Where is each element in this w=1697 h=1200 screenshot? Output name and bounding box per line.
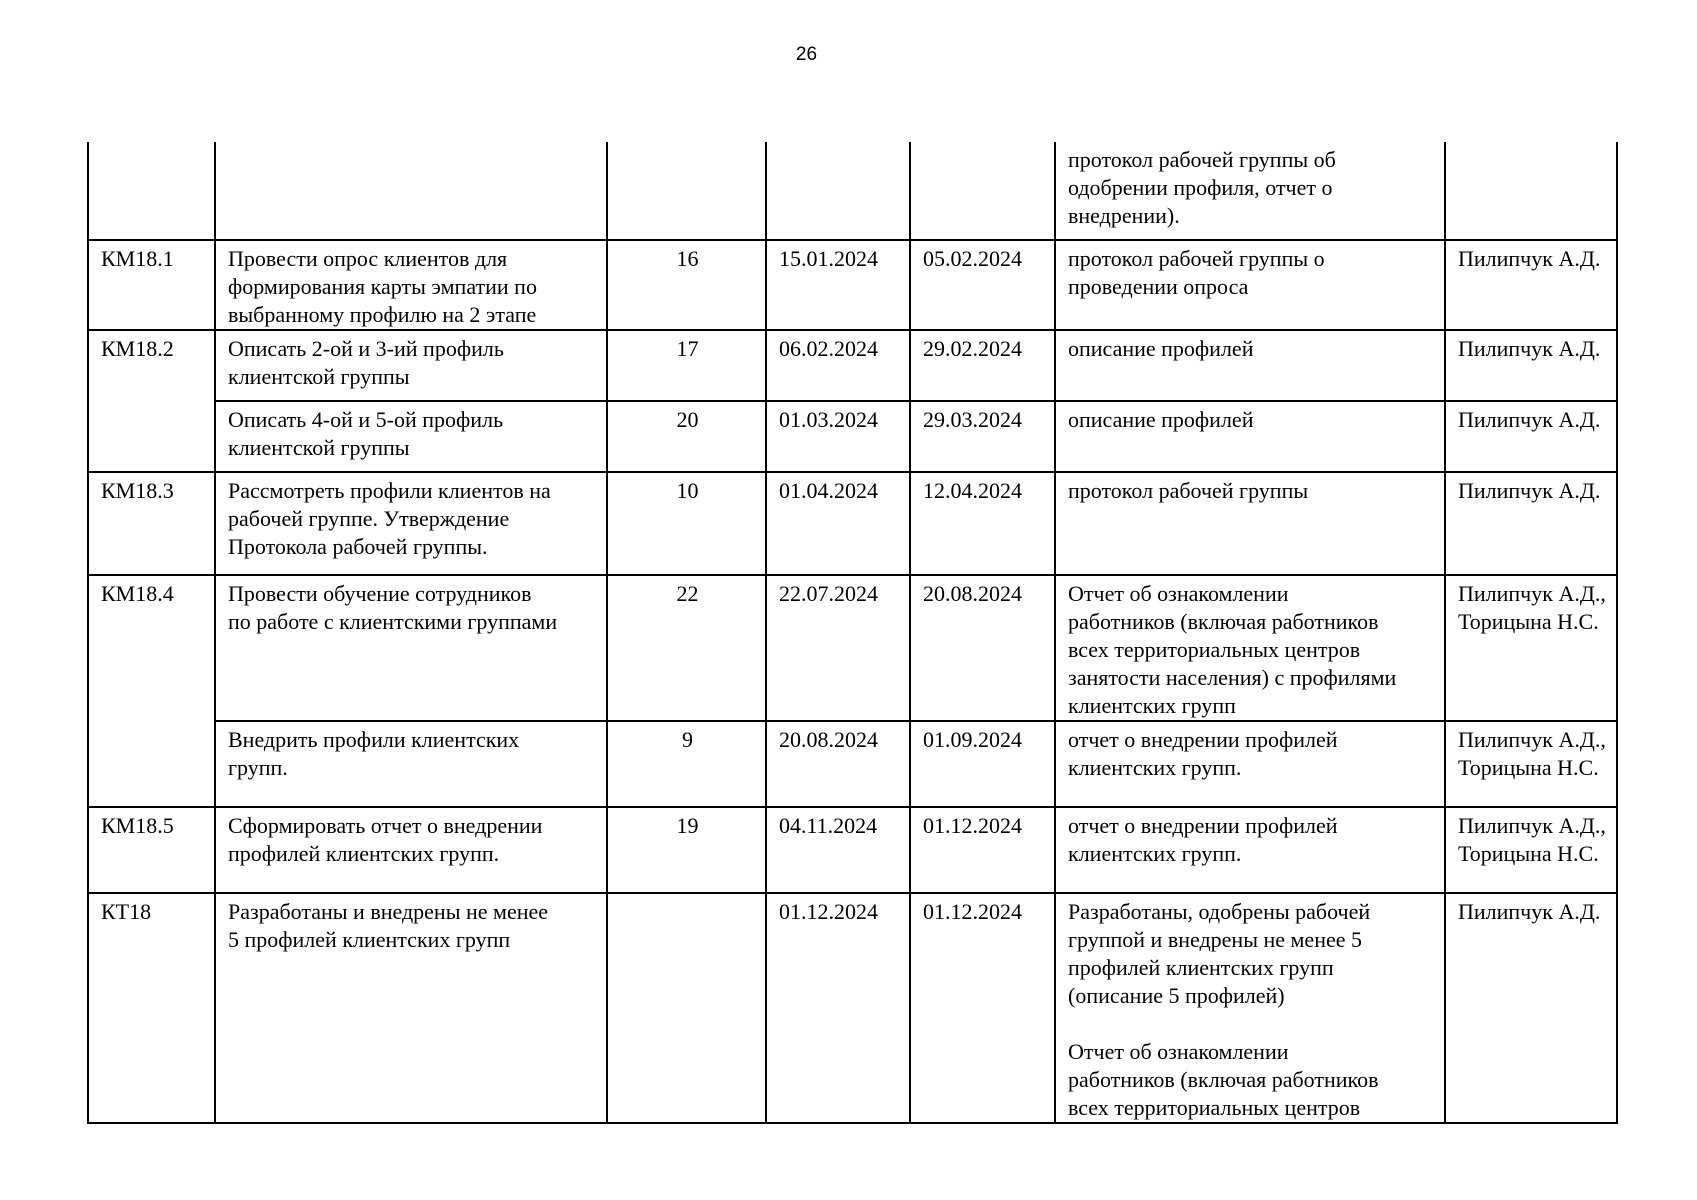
duration-cell: [607, 142, 766, 240]
task-cell: Рассмотреть профили клиентов на рабочей группе. Утверждение Протокола рабочей группы.: [215, 472, 607, 575]
code-cell: КМ18.1: [88, 240, 215, 330]
duration-cell: 17: [607, 330, 766, 401]
code-cell: КТ18: [88, 893, 215, 1123]
table-row: [88, 240, 1617, 330]
duration-cell: 19: [607, 807, 766, 893]
page-number: 26: [795, 44, 818, 65]
end-date-cell: 01.09.2024: [910, 721, 1055, 807]
table-row: [88, 575, 1617, 721]
responsible-cell: Пилипчук А.Д., Торицына Н.С.: [1445, 807, 1617, 893]
task-cell: Разработаны и внедрены не менее 5 профилей клиентских групп: [215, 893, 607, 1123]
result-cell: Отчет об ознакомлении работников (включая работников всех территориальных центров занятости населения) с профилями клиентских групп: [1055, 575, 1445, 721]
end-date-cell: [910, 142, 1055, 240]
table-row: [88, 472, 1617, 575]
duration-cell: 22: [607, 575, 766, 721]
responsible-cell: Пилипчук А.Д.: [1445, 893, 1617, 1123]
end-date-cell: 29.03.2024: [910, 401, 1055, 472]
duration-cell: 20: [607, 401, 766, 472]
duration-cell: 10: [607, 472, 766, 575]
start-date-cell: 15.01.2024: [766, 240, 910, 330]
duration-cell: [607, 893, 766, 1123]
table-row: [88, 330, 1617, 401]
table-row: [88, 401, 1617, 472]
result-cell: отчет о внедрении профилей клиентских групп.: [1055, 807, 1445, 893]
end-date-cell: 01.12.2024: [910, 893, 1055, 1123]
start-date-cell: 06.02.2024: [766, 330, 910, 401]
responsible-cell: Пилипчук А.Д.: [1445, 240, 1617, 330]
table-row: [88, 807, 1617, 893]
duration-cell: 9: [607, 721, 766, 807]
responsible-cell: [1445, 142, 1617, 240]
result-cell: протокол рабочей группы: [1055, 472, 1445, 575]
task-cell: Внедрить профили клиентских групп.: [215, 721, 607, 807]
end-date-cell: 01.12.2024: [910, 807, 1055, 893]
task-cell: Описать 2-ой и 3-ий профиль клиентской группы: [215, 330, 607, 401]
responsible-cell: Пилипчук А.Д., Торицына Н.С.: [1445, 721, 1617, 807]
end-date-cell: 12.04.2024: [910, 472, 1055, 575]
start-date-cell: 01.12.2024: [766, 893, 910, 1123]
end-date-cell: 29.02.2024: [910, 330, 1055, 401]
start-date-cell: 01.03.2024: [766, 401, 910, 472]
result-cell: отчет о внедрении профилей клиентских групп.: [1055, 721, 1445, 807]
result-cell: описание профилей: [1055, 330, 1445, 401]
responsible-cell: Пилипчук А.Д.: [1445, 330, 1617, 401]
table-row: [88, 893, 1617, 1123]
start-date-cell: 04.11.2024: [766, 807, 910, 893]
start-date-cell: 20.08.2024: [766, 721, 910, 807]
code-cell: КМ18.4: [88, 575, 215, 807]
end-date-cell: 05.02.2024: [910, 240, 1055, 330]
end-date-cell: 20.08.2024: [910, 575, 1055, 721]
task-cell: Сформировать отчет о внедрении профилей клиентских групп.: [215, 807, 607, 893]
responsible-cell: Пилипчук А.Д.: [1445, 401, 1617, 472]
task-cell: Описать 4-ой и 5-ой профиль клиентской группы: [215, 401, 607, 472]
result-cell: описание профилей: [1055, 401, 1445, 472]
code-cell: [88, 142, 215, 240]
result-cell: Разработаны, одобрены рабочей группой и внедрены не менее 5 профилей клиентских групп (описание 5 профилей) Отчет об ознакомлении работников (включая работников всех территориальных центров: [1055, 893, 1445, 1123]
table-row: [88, 142, 1617, 240]
start-date-cell: 01.04.2024: [766, 472, 910, 575]
table-row: [88, 721, 1617, 807]
code-cell: КМ18.3: [88, 472, 215, 575]
code-cell: КМ18.5: [88, 807, 215, 893]
start-date-cell: 22.07.2024: [766, 575, 910, 721]
task-cell: Провести опрос клиентов для формирования карты эмпатии по выбранному профилю на 2 этапе: [215, 240, 607, 330]
task-cell: [215, 142, 607, 240]
start-date-cell: [766, 142, 910, 240]
code-cell: КМ18.2: [88, 330, 215, 472]
result-cell: протокол рабочей группы о проведении опроса: [1055, 240, 1445, 330]
responsible-cell: Пилипчук А.Д.: [1445, 472, 1617, 575]
responsible-cell: Пилипчук А.Д., Торицына Н.С.: [1445, 575, 1617, 721]
duration-cell: 16: [607, 240, 766, 330]
task-cell: Провести обучение сотрудников по работе с клиентскими группами: [215, 575, 607, 721]
result-cell: протокол рабочей группы об одобрении профиля, отчет о внедрении).: [1055, 142, 1445, 240]
plan-table: [87, 142, 1618, 1124]
